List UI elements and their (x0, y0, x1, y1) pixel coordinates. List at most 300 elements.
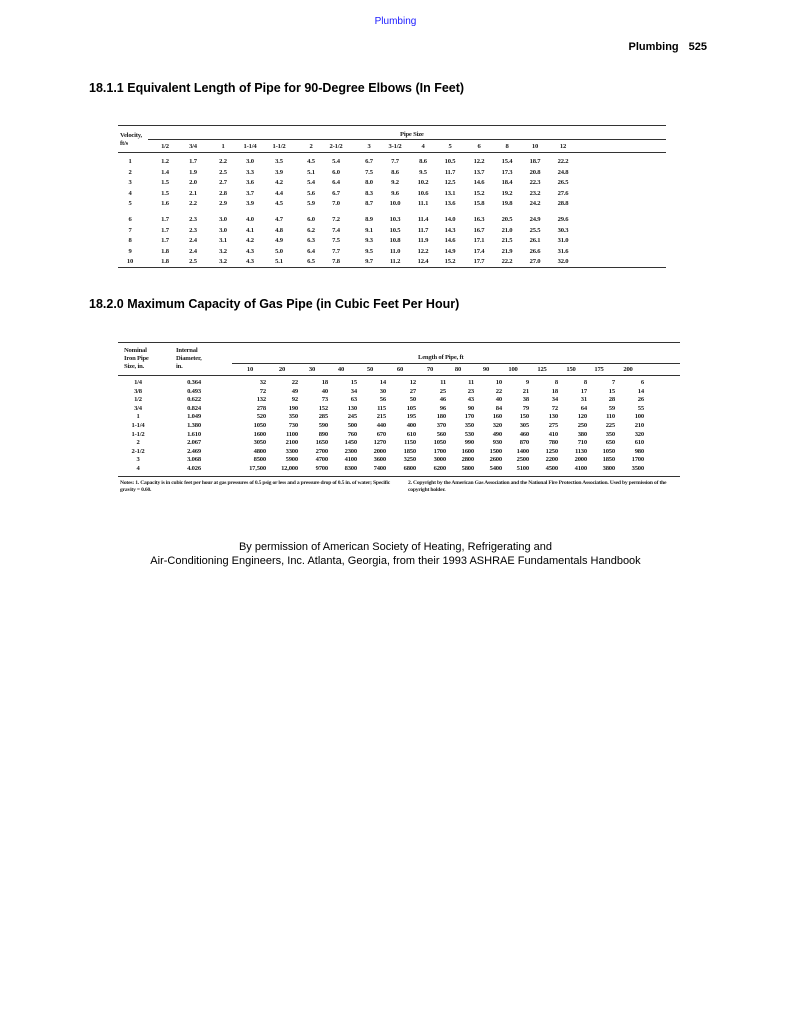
table-cell: 2.3 (189, 226, 197, 234)
gas-capacity-table (118, 342, 680, 514)
table-cell: 12.4 (417, 258, 429, 265)
table-cell: 17.7 (473, 258, 485, 265)
header-bottom-rule (118, 152, 666, 153)
table-cell: 8500 (253, 456, 266, 464)
table-cell: 278 (256, 404, 266, 412)
table-cell: 4.4 (275, 189, 283, 197)
table-cell: 10.6 (417, 189, 429, 197)
pipe-size-value: 2-1/2 (131, 447, 145, 455)
table-cell: 43 (467, 396, 474, 404)
table-cell: 15.2 (473, 189, 485, 197)
pipe-size-value: 1-1/4 (131, 422, 145, 429)
table-cell: 34 (350, 387, 357, 395)
table-cell: 9.3 (365, 237, 373, 244)
table-cell: 9700 (315, 465, 328, 472)
table-cell: 26.6 (529, 247, 541, 255)
table-cell: 1.8 (161, 247, 169, 255)
table-cell: 14.0 (444, 216, 456, 223)
table-cell: 100 (634, 413, 644, 421)
table-cell: 84 (495, 404, 502, 412)
table-cell: 24.8 (557, 168, 569, 176)
table-cell: 320 (492, 422, 502, 429)
table-cell: 4500 (545, 465, 558, 472)
credit-line-1: By permission of American Society of Heating, Refrigerating and (238, 541, 553, 553)
running-header (629, 41, 707, 53)
table-note-1: Notes: 1. Capacity is in cubic feet per hour at gas pressures of 0.5 psig or less and a pressure drop of 0.5 in. of water; Specific gravity = 0.60. (120, 480, 391, 493)
length-header-0: 10 (246, 366, 254, 373)
diameter-value: 0.622 (187, 396, 201, 404)
size-header-9: 4 (421, 143, 425, 150)
table-cell: 132 (256, 396, 266, 404)
table-cell: 2500 (516, 456, 529, 464)
table-cell: 23 (467, 387, 474, 395)
table-cell: 34 (551, 396, 558, 404)
credit-line-2: Air-Conditioning Engineers, Inc. Atlanta, Georgia, from their 1993 ASHRAE Fundamentals Handbook (150, 554, 641, 567)
table-cell: 305 (519, 422, 529, 429)
table-cell: 520 (256, 413, 266, 421)
table-cell: 9.2 (391, 179, 399, 186)
table-cell: 7.4 (332, 226, 340, 234)
table-cell: 610 (406, 430, 416, 438)
size-header-0: 1/2 (161, 143, 169, 150)
table-cell: 20.5 (501, 216, 513, 223)
table-cell: 930 (492, 439, 502, 447)
table-cell: 40 (321, 387, 328, 395)
table-cell: 1.4 (161, 168, 169, 176)
table-cell: 2200 (545, 456, 558, 464)
table-cell: 1.7 (161, 226, 169, 234)
table-cell: 28 (608, 396, 615, 404)
table-cell: 10.5 (389, 226, 401, 234)
table-cell: 150 (519, 413, 529, 421)
table-cell: 3.0 (219, 216, 227, 223)
table-cell: 215 (376, 413, 386, 421)
table-cell: 92 (291, 396, 298, 404)
table-cell: 1500 (489, 447, 502, 455)
table-cell: 890 (318, 430, 328, 438)
table-cell: 3.3 (246, 168, 254, 176)
table-cell: 285 (318, 413, 328, 421)
table-cell: 1050 (602, 447, 615, 455)
velocity-header-line-2: ft/s (120, 140, 128, 147)
table-cell: 11.7 (444, 168, 456, 176)
table-cell: 410 (548, 430, 558, 438)
table-cell: 1270 (373, 439, 386, 447)
diameter-value: 0.824 (187, 404, 201, 412)
table-cell: 32 (259, 379, 266, 386)
table-cell: 3.6 (246, 179, 254, 186)
length-header-11: 150 (566, 366, 576, 373)
table-cell: 90 (467, 404, 474, 412)
table-cell: 2300 (344, 447, 357, 455)
table-cell: 2.0 (189, 179, 197, 186)
table-cell: 1150 (403, 439, 416, 447)
table-cell: 6.7 (365, 158, 373, 165)
table-cell: 73 (321, 396, 328, 404)
table-cell: 9.6 (391, 189, 399, 197)
table-cell: 1700 (433, 447, 446, 455)
table-cell: 3050 (253, 439, 266, 447)
table-cell: 30.3 (557, 226, 569, 234)
table-cell: 670 (376, 430, 386, 438)
velocity-value: 3 (128, 179, 132, 186)
table-cell: 8.7 (365, 200, 373, 207)
table-cell: 115 (377, 404, 386, 412)
table-cell: 5800 (461, 465, 474, 472)
size-header-13: 10 (531, 143, 539, 150)
table-cell: 25 (439, 387, 446, 395)
velocity-value: 6 (128, 216, 132, 223)
table-bottom-rule (118, 476, 680, 477)
table-cell: 1.8 (161, 258, 169, 265)
table-cell: 120 (577, 413, 587, 421)
table-cell: 2000 (373, 447, 386, 455)
table-cell: 1450 (344, 439, 357, 447)
table-cell: 6.4 (307, 247, 315, 255)
pipe-size-group-header: Pipe Size (400, 131, 424, 138)
table-cell: 32.0 (557, 258, 569, 265)
table-cell: 2.7 (219, 179, 227, 186)
table-cell: 190 (288, 404, 298, 412)
diameter-header-line: in. (176, 363, 183, 370)
length-header-5: 60 (396, 366, 404, 373)
velocity-value: 2 (128, 168, 132, 176)
table-cell: 4.3 (246, 247, 254, 255)
table-cell: 10.2 (417, 179, 429, 186)
elbow-length-table (118, 125, 666, 272)
velocity-value: 8 (128, 237, 132, 244)
table-cell: 440 (376, 422, 386, 429)
table-cell: 2.2 (219, 158, 227, 165)
table-cell: 10.8 (389, 237, 401, 244)
table-cell: 26 (637, 396, 644, 404)
table-cell: 15 (608, 387, 615, 395)
table-cell: 11.1 (417, 200, 429, 207)
table-cell: 6.0 (332, 168, 340, 176)
table-cell: 11.7 (417, 226, 429, 234)
size-header-11: 6 (477, 143, 481, 150)
table-cell: 12 (409, 379, 416, 386)
diameter-value: 3.068 (187, 456, 201, 464)
table-cell: 560 (436, 430, 446, 438)
table-cell: 4.3 (246, 258, 254, 265)
table-cell: 12.5 (444, 179, 456, 186)
table-cell: 3.9 (246, 200, 254, 207)
table-cell: 17.4 (473, 247, 485, 255)
table-cell: 3.0 (246, 158, 254, 165)
table-cell: 8 (554, 379, 558, 386)
length-header-1: 20 (278, 366, 286, 373)
length-group-header: Length of Pipe, ft (418, 354, 464, 361)
table-cell: 8300 (344, 465, 357, 472)
size-header-3: 1-1/4 (243, 143, 257, 150)
table-cell: 1600 (253, 430, 266, 438)
length-header-7: 80 (454, 366, 462, 373)
table-cell: 2.8 (219, 189, 227, 197)
velocity-value: 4 (128, 189, 132, 197)
table-cell: 250 (577, 422, 587, 429)
table-cell: 5.6 (307, 189, 315, 197)
length-header-3: 40 (337, 366, 345, 373)
table-cell: 5400 (489, 465, 502, 472)
table-cell: 8 (583, 379, 587, 386)
table-cell: 18.7 (529, 158, 541, 165)
table-cell: 12,000 (281, 465, 298, 472)
diameter-value: 1.380 (187, 422, 201, 429)
table-cell: 1850 (403, 447, 416, 455)
table-cell: 11.4 (417, 216, 429, 223)
table-cell: 72 (259, 387, 266, 395)
table-cell: 5900 (285, 456, 298, 464)
table-cell: 1400 (516, 447, 529, 455)
pipe-size-header-line: Iron Pipe (124, 355, 149, 362)
table-cell: 6 (640, 379, 644, 386)
gas-section-title: 18.2.0 Maximum Capacity of Gas Pipe (in Cubic Feet Per Hour) (89, 297, 460, 311)
table-cell: 11.9 (417, 237, 429, 244)
diameter-header-line: Internal (176, 347, 198, 354)
table-cell: 15.8 (473, 200, 485, 207)
group-header-rule (232, 363, 680, 364)
table-cell: 5.0 (275, 247, 283, 255)
table-cell: 130 (548, 413, 558, 421)
table-cell: 4.1 (246, 226, 254, 234)
elbow-section-title: 18.1.1 Equivalent Length of Pipe for 90-Degree Elbows (In Feet) (89, 81, 465, 95)
table-cell: 6200 (433, 465, 446, 472)
table-cell: 2.3 (189, 216, 197, 223)
table-cell: 1.7 (161, 237, 169, 244)
table-cell: 3300 (285, 447, 298, 455)
table-cell: 17.3 (501, 168, 513, 176)
table-cell: 30 (379, 387, 386, 395)
table-cell: 96 (439, 404, 446, 412)
table-cell: 400 (406, 422, 416, 429)
velocity-value: 7 (128, 226, 132, 234)
table-cell: 22 (495, 387, 502, 395)
size-header-14: 12 (559, 143, 567, 150)
table-cell: 22.3 (529, 179, 541, 186)
table-cell: 2.1 (189, 189, 197, 197)
table-cell: 275 (548, 422, 558, 429)
table-cell: 2800 (461, 456, 474, 464)
table-bottom-rule (118, 267, 666, 268)
table-cell: 11 (468, 379, 474, 386)
table-cell: 590 (318, 422, 328, 429)
pipe-size-value: 2 (136, 439, 140, 447)
table-cell: 760 (347, 430, 357, 438)
table-cell: 7.5 (365, 168, 373, 176)
velocity-value: 5 (128, 200, 132, 207)
pipe-size-value: 1 (136, 413, 140, 421)
table-cell: 19.8 (501, 200, 513, 207)
table-cell: 650 (605, 439, 615, 447)
table-cell: 1050 (253, 422, 266, 429)
table-cell: 16.7 (473, 226, 485, 234)
length-header-12: 175 (594, 366, 604, 373)
table-cell: 2.5 (219, 168, 227, 176)
table-cell: 1.9 (189, 168, 197, 176)
top-link-plumbing[interactable]: Plumbing (374, 16, 417, 27)
size-header-5: 2 (309, 143, 313, 150)
table-cell: 245 (347, 413, 357, 421)
table-cell: 49 (291, 387, 298, 395)
pipe-size-header-line: Nominal (124, 347, 147, 354)
length-header-6: 70 (426, 366, 434, 373)
table-note-2: 2. Copyright by the American Gas Association and the National Fire Protection Association. Used by permission of the copyright holder. (408, 480, 667, 493)
pipe-size-value: 4 (136, 465, 140, 472)
table-cell: 3250 (403, 456, 416, 464)
table-cell: 1.2 (161, 158, 169, 165)
table-cell: 24.2 (529, 200, 541, 207)
running-title: Plumbing (628, 41, 679, 53)
table-cell: 4.5 (307, 158, 315, 165)
table-cell: 9 (525, 379, 529, 386)
table-cell: 4.0 (246, 216, 254, 223)
diameter-value: 1.049 (187, 413, 201, 421)
table-cell: 14.6 (444, 237, 456, 244)
diameter-value: 2.469 (187, 447, 201, 455)
table-cell: 320 (634, 430, 644, 438)
table-cell: 25.5 (529, 226, 541, 234)
size-header-2: 1 (221, 143, 225, 150)
table-cell: 870 (519, 439, 529, 447)
table-cell: 6800 (403, 465, 416, 472)
table-cell: 7.8 (332, 258, 340, 265)
table-cell: 23.2 (529, 189, 541, 197)
table-cell: 350 (288, 413, 298, 421)
table-cell: 21.5 (501, 237, 513, 244)
table-cell: 15.4 (501, 158, 513, 165)
table-cell: 7400 (373, 465, 386, 472)
length-header-10: 125 (537, 366, 547, 373)
pipe-size-value: 1-1/2 (131, 430, 145, 438)
size-header-8: 3-1/2 (388, 143, 402, 150)
table-cell: 1.5 (161, 189, 169, 197)
table-cell: 64 (580, 404, 587, 412)
table-cell: 26.5 (557, 179, 569, 186)
table-cell: 3000 (433, 456, 446, 464)
table-cell: 4.8 (275, 226, 283, 234)
table-cell: 6.0 (307, 216, 315, 223)
table-cell: 3.1 (219, 237, 227, 244)
table-cell: 9.1 (365, 226, 373, 234)
table-cell: 5.1 (275, 258, 283, 265)
table-cell: 3.2 (219, 258, 227, 265)
table-cell: 7.7 (391, 158, 399, 165)
table-cell: 13.1 (444, 189, 456, 197)
table-cell: 21.9 (501, 247, 513, 255)
size-header-6: 2-1/2 (329, 143, 343, 150)
table-cell: 7 (611, 379, 615, 386)
table-cell: 4700 (315, 456, 328, 464)
size-header-7: 3 (367, 143, 371, 150)
table-cell: 110 (606, 413, 615, 421)
table-cell: 14 (637, 387, 644, 395)
page-number: 525 (688, 41, 707, 53)
table-cell: 9.5 (365, 247, 373, 255)
table-cell: 5.9 (307, 200, 315, 207)
table-cell: 28.8 (557, 200, 569, 207)
group-header-rule (148, 139, 666, 140)
velocity-value: 10 (126, 258, 134, 265)
velocity-value: 9 (128, 247, 132, 255)
table-cell: 6.4 (332, 179, 340, 186)
table-cell: 9.5 (419, 168, 427, 176)
table-cell: 22.2 (501, 258, 513, 265)
table-cell: 14.9 (444, 247, 456, 255)
table-cell: 13.6 (444, 200, 456, 207)
table-cell: 350 (464, 422, 474, 429)
table-cell: 9.7 (365, 258, 373, 265)
table-cell: 1100 (285, 430, 298, 438)
table-cell: 7.0 (332, 200, 340, 207)
table-cell: 14 (379, 379, 386, 386)
table-top-rule (118, 125, 666, 126)
length-header-4: 50 (366, 366, 374, 373)
table-cell: 210 (634, 422, 644, 429)
table-cell: 22 (291, 379, 298, 386)
length-header-9: 100 (508, 366, 518, 373)
table-cell: 780 (548, 439, 558, 447)
table-cell: 225 (605, 422, 615, 429)
table-cell: 8.0 (365, 179, 373, 186)
table-cell: 31.0 (557, 237, 569, 244)
table-cell: 55 (637, 404, 644, 412)
size-header-1: 3/4 (189, 143, 197, 150)
table-cell: 8.6 (419, 158, 427, 165)
table-cell: 11.2 (389, 258, 401, 265)
table-cell: 22.2 (557, 158, 569, 165)
table-cell: 15.2 (444, 258, 456, 265)
table-cell: 59 (608, 404, 615, 412)
table-cell: 370 (436, 422, 446, 429)
table-cell: 3.5 (275, 158, 283, 165)
table-cell: 460 (519, 430, 529, 438)
table-cell: 1130 (574, 447, 587, 455)
table-cell: 11 (440, 379, 446, 386)
table-cell: 10.0 (389, 200, 401, 207)
table-cell: 3600 (373, 456, 386, 464)
pipe-size-value: 3/8 (134, 387, 142, 395)
table-cell: 160 (492, 413, 502, 421)
table-cell: 2700 (315, 447, 328, 455)
table-cell: 180 (436, 413, 446, 421)
table-cell: 2000 (574, 456, 587, 464)
table-cell: 13.7 (473, 168, 485, 176)
table-cell: 105 (406, 404, 416, 412)
table-cell: 1.7 (161, 216, 169, 223)
table-cell: 4100 (344, 456, 357, 464)
table-cell: 24.9 (529, 216, 541, 223)
table-cell: 17.1 (473, 237, 485, 244)
table-cell: 3500 (631, 465, 644, 472)
table-cell: 18 (321, 379, 328, 386)
diameter-header-line: Diameter, (176, 355, 202, 362)
table-cell: 170 (464, 413, 474, 421)
table-cell: 1.6 (161, 200, 169, 207)
table-cell: 14.6 (473, 179, 485, 186)
table-cell: 4.7 (275, 216, 283, 223)
table-cell: 8.3 (365, 189, 373, 197)
diameter-value: 4.026 (187, 465, 201, 472)
diameter-value: 1.610 (187, 430, 201, 438)
table-cell: 130 (347, 404, 357, 412)
pipe-size-value: 1/2 (134, 396, 142, 404)
pipe-size-header-line: Size, in. (124, 363, 144, 370)
table-cell: 1250 (545, 447, 558, 455)
length-header-8: 90 (482, 366, 490, 373)
table-cell: 5.4 (332, 158, 340, 165)
table-cell: 490 (492, 430, 502, 438)
